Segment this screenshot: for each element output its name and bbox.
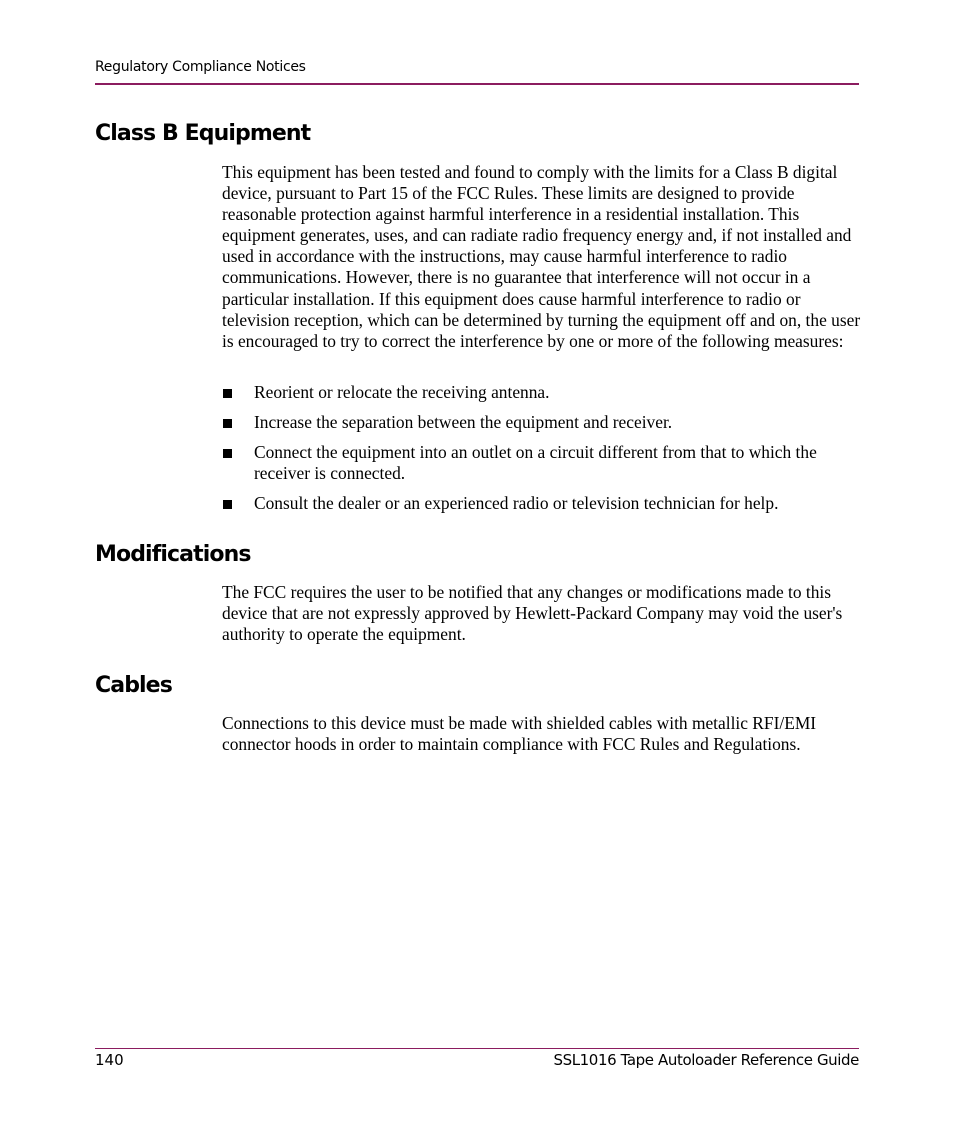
list-item-text: Reorient or relocate the receiving antenna.	[254, 382, 550, 402]
header-rule	[95, 83, 859, 85]
measures-list	[222, 382, 862, 523]
list-item	[222, 442, 862, 484]
cables-paragraph: Connections to this device must be made with shielded cables with metallic RFI/EMI connector hoods in order to maintain compliance with FCC Rules and Regulations.	[222, 713, 817, 755]
list-item	[222, 412, 862, 433]
running-header: Regulatory Compliance Notices	[95, 59, 306, 75]
list-item-text: Consult the dealer or an experienced radio or television technician for help.	[254, 493, 779, 514]
list-item-text: Increase the separation between the equipment and receiver.	[254, 412, 673, 433]
class-b-paragraph: This equipment has been tested and found to comply with the limits for a Class B digital device, pursuant to Part 15 of the FCC Rules. These limits are designed to provide reasonable protection against harmful interference in a residential installation. This equipment generates, uses, and can radiate radio frequency energy and, if not installed and used in accordance with the instructions, may cause harmful interference to radio communications. However, there is no guarantee that interference will not occur in a particular installation. If this equipment does cause harmful interference to radio or television reception, which can be determined by turning the equipment off and on, the user is encouraged to try to correct the interference by one or more of the following measures:	[222, 162, 861, 351]
square-bullet-icon	[223, 389, 232, 398]
section-title-class-b: Class B Equipment	[95, 121, 311, 146]
list-item-text: Connect the equipment into an outlet on a circuit different from that to which the receiver is connected.	[254, 442, 817, 484]
square-bullet-icon	[223, 500, 232, 509]
section-title-modifications: Modifications	[95, 542, 251, 567]
list-item	[222, 382, 862, 403]
list-item	[222, 493, 862, 514]
modifications-paragraph: The FCC requires the user to be notified that any changes or modifications made to this device that are not expressly approved by Hewlett-Packard Company may void the user's authority to operate the equipment.	[222, 582, 843, 645]
square-bullet-icon	[223, 419, 232, 428]
footer-rule	[95, 1048, 859, 1049]
square-bullet-icon	[223, 449, 232, 458]
section-title-cables: Cables	[95, 673, 172, 698]
document-title: SSL1016 Tape Autoloader Reference Guide	[553, 1051, 859, 1069]
page-number: 140	[95, 1051, 124, 1069]
